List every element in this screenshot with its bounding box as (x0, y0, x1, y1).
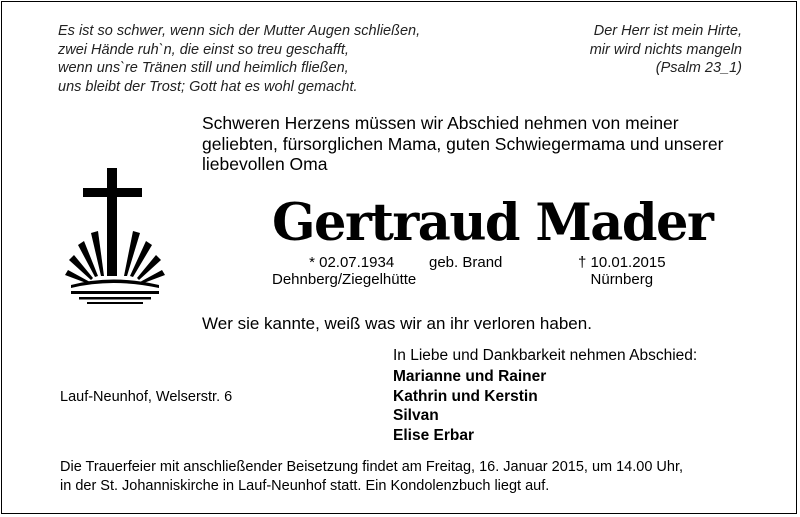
death-place: Nürnberg (590, 271, 654, 288)
mourners-list (393, 367, 546, 445)
ceremony-notice (60, 458, 683, 496)
mourner: Silvan (393, 407, 439, 424)
psalm-reference: (Psalm 23_1) (655, 60, 742, 76)
poem-line: uns bleibt der Trost; Gott hat es wohl gemacht. (58, 78, 358, 95)
poem-line: zwei Hände ruh`n, die einst so treu geschafft, (58, 41, 349, 58)
death-info (578, 254, 666, 288)
mourner: Elise Erbar (393, 426, 474, 444)
cross-sunrise-icon (65, 168, 177, 306)
psalm-line: Der Herr ist mein Hirte, (593, 23, 742, 39)
birth-date: * 02.07.1934 (309, 254, 395, 271)
address: Lauf-Neunhof, Welserstr. 6 (60, 389, 233, 405)
ceremony-line: in der St. Johanniskirche in Lauf-Neunhof statt. Ein Kondolenzbuch liegt auf. (60, 478, 550, 494)
poem (58, 22, 478, 96)
farewell-heading: In Liebe und Dankbarkeit nehmen Abschied: (393, 347, 698, 364)
birth-place: Dehnberg/Ziegelhütte (272, 271, 417, 288)
intro-text: Schweren Herzens müssen wir Abschied nehmen von meiner geliebten, fürsorglichen Mama, guten Schwiegermama und unserer liebevollen Oma (202, 113, 724, 174)
death-date: † 10.01.2015 (578, 254, 666, 271)
maiden-name: geb. Brand (429, 254, 503, 271)
poem-line: wenn uns`re Tränen still und heimlich fließen, (58, 60, 349, 76)
birth-info (272, 254, 416, 288)
ceremony-line: Die Trauerfeier mit anschließender Beisetzung findet am Freitag, 16. Januar 2015, um 14.00 Uhr, (60, 459, 684, 475)
mourner: Marianne und Rainer (393, 368, 547, 385)
psalm-line: mir wird nichts mangeln (589, 41, 742, 58)
tagline: Wer sie kannte, weiß was wir an ihr verloren haben. (202, 314, 592, 333)
mourner: Kathrin und Kerstin (393, 387, 538, 405)
psalm-quote (590, 22, 742, 78)
poem-line: Es ist so schwer, wenn sich der Mutter Augen schließen, (58, 23, 421, 39)
deceased-name: Gertraud Mader (272, 193, 713, 253)
